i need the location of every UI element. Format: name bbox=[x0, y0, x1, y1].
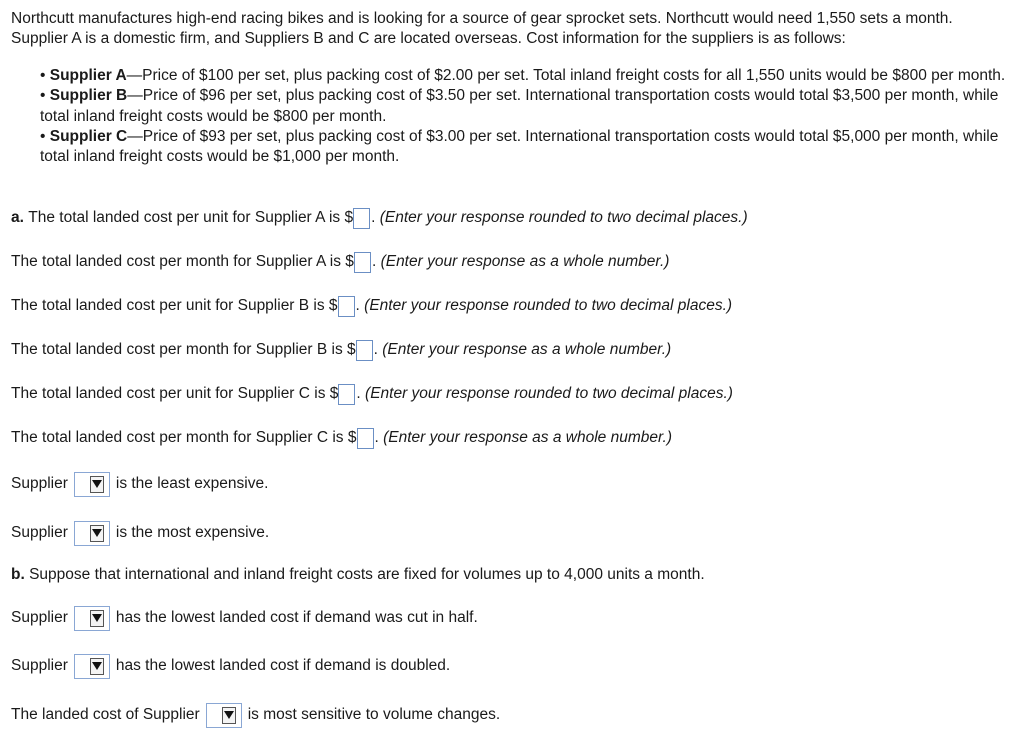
part-b-label: b. bbox=[11, 566, 25, 583]
triangle-down-icon bbox=[90, 610, 104, 627]
demand-double-dropdown[interactable] bbox=[74, 654, 110, 679]
answer-input-a-month[interactable] bbox=[354, 252, 371, 273]
supplier-b-name: Supplier B bbox=[49, 87, 128, 105]
part-a-label: a. bbox=[11, 209, 24, 226]
triangle-down-icon bbox=[222, 707, 236, 724]
most-sensitive-dropdown[interactable] bbox=[206, 703, 242, 728]
answer-input-b-unit[interactable] bbox=[338, 296, 355, 317]
answer-input-b-month[interactable] bbox=[356, 340, 373, 361]
supplier-b-bullet: • Supplier B—Price of $96 per set, plus packing cost of $3.50 per set. International transportation costs would total $3,500 per month, while total inland freight costs would be $800 per month. bbox=[40, 87, 999, 125]
part-b-intro: b. Suppose that international and inland freight costs are fixed for volumes up to 4,000 units a month. bbox=[11, 562, 705, 588]
question-a1: a. The total landed cost per unit for Supplier A is $ . (Enter your response rounded to two decimal places.) bbox=[11, 205, 748, 231]
question-demand-half: Supplier has the lowest landed cost if demand was cut in half. bbox=[11, 605, 478, 631]
question-a2: The total landed cost per month for Supplier A is $ . (Enter your response as a whole number.) bbox=[11, 249, 669, 275]
triangle-down-icon bbox=[90, 476, 104, 493]
problem-intro bbox=[11, 9, 953, 49]
supplier-c-text: Price of $93 per set, plus packing cost of $3.00 per set. International transportation costs would total $5,000 per month, while total inland freight costs would be $1,000 per month. bbox=[40, 127, 999, 166]
supplier-a-bullet: • Supplier A—Price of $100 per set, plus packing cost of $2.00 per set. Total inland freight costs for all 1,550 units would be $800 per month. bbox=[40, 67, 1006, 84]
triangle-down-icon bbox=[90, 658, 104, 675]
most-expensive-dropdown[interactable] bbox=[74, 521, 110, 546]
question-a5: The total landed cost per unit for Supplier C is $ . (Enter your response rounded to two decimal places.) bbox=[11, 381, 733, 407]
answer-input-c-month[interactable] bbox=[357, 428, 374, 449]
supplier-c-name: Supplier C bbox=[49, 127, 128, 145]
supplier-c-bullet: • Supplier C—Price of $93 per set, plus packing cost of $3.00 per set. International transportation costs would total $5,000 per month, while total inland freight costs would be $1,000 per month. bbox=[40, 127, 999, 166]
question-least-expensive: Supplier is the least expensive. bbox=[11, 471, 268, 497]
question-a4: The total landed cost per month for Supplier B is $ . (Enter your response as a whole number.) bbox=[11, 337, 671, 363]
question-demand-double: Supplier has the lowest landed cost if demand is doubled. bbox=[11, 653, 450, 679]
question-most-expensive: Supplier is the most expensive. bbox=[11, 520, 269, 546]
triangle-down-icon bbox=[90, 525, 104, 542]
least-expensive-dropdown[interactable] bbox=[74, 472, 110, 497]
question-a6: The total landed cost per month for Supplier C is $ . (Enter your response as a whole number.) bbox=[11, 425, 672, 451]
question-most-sensitive: The landed cost of Supplier is most sensitive to volume changes. bbox=[11, 702, 500, 728]
question-a3: The total landed cost per unit for Supplier B is $ . (Enter your response rounded to two decimal places.) bbox=[11, 293, 732, 319]
answer-input-a-unit[interactable] bbox=[353, 208, 370, 229]
supplier-b-text: Price of $96 per set, plus packing cost of $3.50 per set. International transportation costs would total $3,500 per month, while total inland freight costs would be $800 per month. bbox=[40, 87, 999, 125]
supplier-list bbox=[40, 66, 1015, 167]
intro-line-1: Northcutt manufactures high-end racing bikes and is looking for a source of gear sprocket sets. Northcutt would need 1,550 sets a month. bbox=[11, 10, 953, 27]
supplier-a-name: Supplier A bbox=[49, 67, 127, 84]
supplier-a-text: Price of $100 per set, plus packing cost of $2.00 per set. Total inland freight costs for all 1,550 units would be $800 per month. bbox=[142, 67, 1006, 84]
intro-line-2: Supplier A is a domestic firm, and Suppliers B and C are located overseas. Cost information for the suppliers is as follows: bbox=[11, 30, 846, 47]
demand-half-dropdown[interactable] bbox=[74, 606, 110, 631]
answer-input-c-unit[interactable] bbox=[338, 384, 355, 405]
